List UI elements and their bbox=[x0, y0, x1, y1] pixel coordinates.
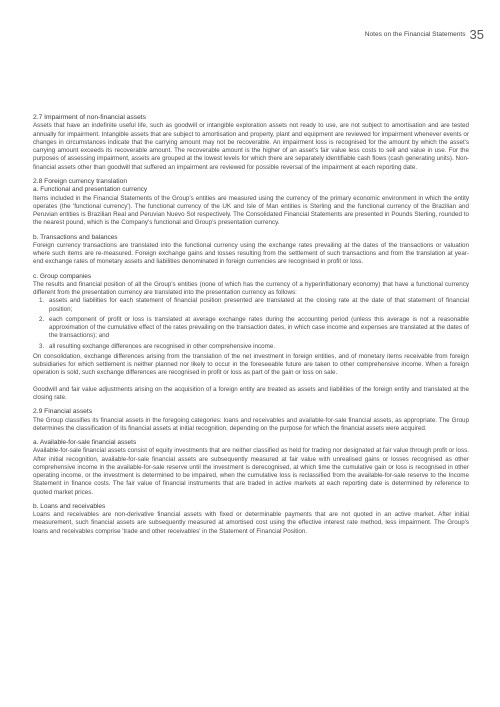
subheading-available-for-sale: a. Available-for-sale financial assets bbox=[33, 439, 137, 447]
paragraph-goodwill: Goodwill and fair value adjustments arising on the acquisition of a foreign entity are treated as assets and liabilities of the foreign entity and translated at the closing rate. bbox=[33, 385, 469, 401]
paragraph-transactions: Foreign currency transactions are translated into the functional currency using the exchange rates prevailing at the dates of the transactions or valuation where such items are re-measured. Foreign exchange gains and losses resulting from the settlement of such transactions and from the translation at year-end exchange rates of monetary assets and liabilities denominated in foreign currencies are recognised in profit or loss. bbox=[33, 241, 469, 266]
list-text: all resulting exchange differences are recognised in other comprehensive income. bbox=[49, 342, 276, 350]
list-text: each component of profit or loss is translated at average exchange rates during the accounting period (unless this average is not a reasonable approximation of the cumulative effect of the rates prevailing on the transaction dates, in which case income and expenses are translated at the dates of the transactions); and bbox=[49, 315, 469, 340]
subheading-loans-receivables: b. Loans and receivables bbox=[33, 502, 106, 510]
section-heading-2-7: 2.7 Impairment of non-financial assets bbox=[33, 114, 147, 121]
list-number: 1. bbox=[39, 297, 45, 305]
header-title: Notes on the Financial Statements bbox=[364, 30, 466, 38]
list-number: 2. bbox=[39, 315, 45, 323]
paragraph-consolidation: On consolidation, exchange differences arising from the translation of the net investment in foreign entities, and of monetary items receivable from foreign subsidiaries for which settlement is neither planned nor likely to occur in the foreseeable future are taken to other comprehensive income. When a foreign operation is sold, such exchange differences are recognised in profit or loss as part of the gain or loss on sale. bbox=[33, 352, 469, 377]
paragraph-functional-currency: Items included in the Financial Statements of the Group's entities are measured using the currency of the primary economic environment in which the entity operates (the 'functional currency'). The functional currency of the UK and Isle of Man entities is Sterling and the functional currency of the Brazilian and Peruvian entities is Brazilian Real and Peruvian Nuevo Sol respectively. The Consolidated Financial Statements are presented in Pounds Sterling, rounded to the nearest pound, which is the Company's functional and Group's presentation currency. bbox=[33, 194, 469, 227]
subheading-group-companies: c. Group companies bbox=[33, 272, 92, 280]
translation-list bbox=[33, 297, 469, 351]
page-number: 35 bbox=[469, 26, 484, 42]
list-item bbox=[33, 343, 469, 351]
subheading-functional-currency: a. Functional and presentation currency bbox=[33, 186, 148, 194]
paragraph-financial-assets: The Group classifies its financial assets in the foregoing categories: loans and receivables and available-for-sale financial assets, as appropriate. The Group determines the classification of its financial assets at initial recognition, depending on the purpose for which the financial assets were acquired. bbox=[33, 416, 469, 432]
document-body bbox=[33, 114, 469, 536]
list-text: assets and liabilities for each statement of financial position presented are translated at the closing rate at the date of that statement of financial position; bbox=[49, 297, 469, 313]
paragraph-loans-receivables: Loans and receivables are non-derivative financial assets with fixed or determinable payments that are not quoted in an active market. After initial measurement, such financial assets are subsequently measured at amortised cost using the effective interest rate method, less impairment. The Group's loans and receivables comprise 'trade and other receivables' in the Statement of Financial Position. bbox=[33, 511, 469, 535]
page-header bbox=[365, 26, 484, 42]
list-item bbox=[33, 297, 469, 314]
paragraph-group-companies: The results and financial position of all the Group's entities (none of which has the currency of a hyperinflationary economy) that have a functional currency different from the presentation currency are translated into the presentation currency as follows: bbox=[33, 280, 469, 297]
subheading-transactions: b. Transactions and balances bbox=[33, 233, 118, 241]
list-item bbox=[33, 316, 469, 341]
section-heading-2-9: 2.9 Financial assets bbox=[33, 408, 93, 416]
paragraph-available-for-sale: Available-for-sale financial assets consist of equity investments that are neither classified as held for trading nor designated at fair value through profit or loss. After initial recognition, available-for-sale financial assets are subsequently measured at fair value with unrealised gains or losses recognised as other comprehensive income in the available-for-sale reserve until the investment is derecognised, at which time the cumulative gain or loss is recognised in other operating income, or the investment is determined to be impaired, when the cumulative loss is reclassified from the available-for-sale reserve to the Income Statement in finance costs. The fair value of financial instruments that are traded in active markets at each reporting date is determined by reference to quoted market prices. bbox=[33, 447, 469, 496]
section-heading-2-8: 2.8 Foreign currency translation bbox=[33, 177, 128, 185]
paragraph-impairment: Assets that have an indefinite useful life, such as goodwill or intangible exploration assets not ready to use, are not subject to amortisation and are tested annually for impairment. Intangible assets that are subject to amortisation and property, plant and equipment are reviewed for impairment whenever events or changes in circumstances indicate that the carrying amount may not be recoverable. An impairment loss is recognised for the amount by which the asset's carrying amount exceeds its recoverable amount. The recoverable amount is the higher of an asset's fair value less costs to sell and value in use. For the purposes of assessing impairment, assets are grouped at the lowest levels for which there are separately identifiable cash flows (cash generating units). Non-financial assets other than goodwill that suffered an impairment are reviewed for possible reversal of the impairment at each reporting date. bbox=[33, 122, 469, 171]
list-number: 3. bbox=[39, 342, 45, 350]
